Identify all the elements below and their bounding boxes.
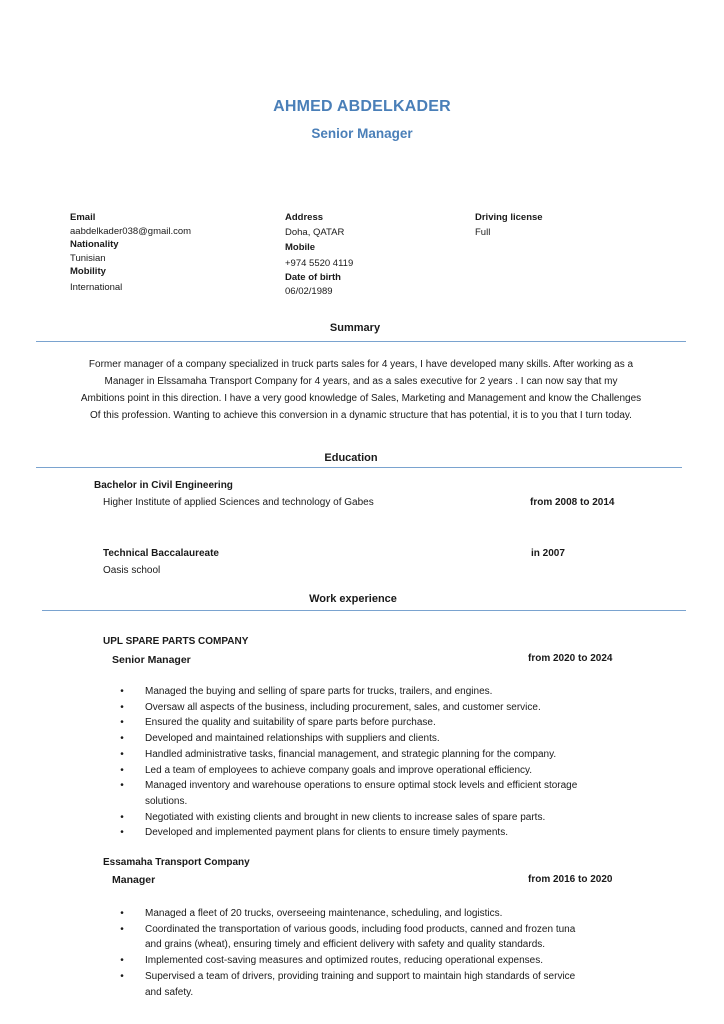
duty-text: Handled administrative tasks, financial management, and strategic planning for the company. [145,748,557,760]
duty-text: solutions. [145,795,188,807]
summary-heading: Summary [329,322,381,334]
duty-text: Managed a fleet of 20 trucks, overseeing maintenance, scheduling, and logistics. [145,908,503,919]
mobility-value: International [70,282,123,293]
job-dates: from 2016 to 2020 [528,874,613,885]
duty-text: Managed inventory and warehouse operations to ensure optimal stock levels and efficient storage [145,780,578,792]
duty-text: Supervised a team of drivers, providing training and support to maintain high standards of service [145,970,576,982]
bullet-icon: • [120,923,124,935]
list-item [117,953,637,969]
bullet-icon: • [120,701,124,713]
duty-text: Ensured the quality and suitability of spare parts before purchase. [145,717,436,729]
duty-text: Implemented cost-saving measures and optimized routes, reducing operational expenses. [145,955,543,967]
education-degree: Technical Baccalaureate [103,548,219,559]
license-value: Full [475,227,491,238]
bullet-icon: • [120,970,124,982]
mobility-label: Mobility [70,266,106,277]
mobile-label: Mobile [285,242,316,253]
education-divider [36,467,682,468]
candidate-title: Senior Manager [311,126,413,141]
nationality-label: Nationality [70,239,119,250]
job-company: Essamaha Transport Company [103,857,250,868]
list-item-continuation [117,937,637,953]
bullet-icon: • [120,811,124,823]
duty-text: Negotiated with existing clients and brought in new clients to increase sales of spare parts. [145,811,546,823]
list-item [117,922,637,938]
duty-text: Led a team of employees to achieve company goals and improve operational efficiency. [145,764,533,776]
summary-line: Manager in Elssamaha Transport Company for 4 years, and as a sales executive for 2 years . I can now say that my [104,376,618,387]
bullet-icon: • [120,827,124,839]
work-heading: Work experience [309,593,397,605]
summary-line: Of this profession. Wanting to achieve this conversion in a dynamic structure that has potential, it is to you that I turn today. [90,410,632,421]
duty-text: Managed the buying and selling of spare parts for trucks, trailers, and engines. [145,686,493,697]
bullet-icon: • [120,955,124,967]
email-label: Email [70,212,96,223]
bullet-icon: • [120,748,124,760]
address-label: Address [285,212,324,223]
list-item [117,747,637,763]
list-item-continuation [117,985,637,1001]
job-role: Manager [112,874,156,886]
summary-line: Former manager of a company specialized in truck parts sales for 4 years, I have developed many skills. After working as a [88,359,634,370]
list-item [117,825,637,841]
address-value: Doha, QATAR [285,227,345,238]
work-divider [42,610,686,611]
duty-text: and grains (wheat), ensuring timely and efficient delivery with safety and quality standards. [145,939,546,951]
bullet-icon: • [120,717,124,729]
job-company: UPL SPARE PARTS COMPANY [103,636,249,647]
duty-text: Coordinated the transportation of various goods, including food products, canned and frozen tuna [145,923,576,935]
list-item [117,810,637,826]
bullet-icon: • [120,908,124,919]
bullet-icon: • [120,686,124,697]
mobile-value: +974 5520 4119 [285,258,354,269]
dob-label: Date of birth [285,272,341,283]
job-duties-list [117,684,637,841]
summary-divider [36,341,686,342]
license-label: Driving license [475,212,543,223]
education-dates: from 2008 to 2014 [530,497,615,508]
bullet-icon: • [120,764,124,776]
job-dates: from 2020 to 2024 [528,653,613,664]
summary-line: Ambitions point in this direction. I have a very good knowledge of Sales, Marketing and Management and know the Challenges [80,393,642,404]
list-item-continuation [117,794,637,810]
list-item [117,969,637,985]
job-role: Senior Manager [112,654,191,666]
list-item [117,731,637,747]
duty-text: Developed and implemented payment plans for clients to ensure timely payments. [145,827,508,839]
education-school: Higher Institute of applied Sciences and technology of Gabes [103,497,374,508]
email-value: aabdelkader038@gmail.com [70,226,192,237]
education-school: Oasis school [103,565,161,576]
education-dates: in 2007 [531,548,565,559]
duty-text: and safety. [145,986,194,998]
education-degree: Bachelor in Civil Engineering [94,480,233,491]
education-heading: Education [324,452,378,464]
bullet-icon: • [120,780,124,792]
list-item [117,778,637,794]
dob-value: 06/02/1989 [285,286,333,294]
list-item [117,700,637,716]
list-item [117,906,637,922]
list-item [117,763,637,779]
summary-text [48,356,674,424]
bullet-icon: • [120,733,124,745]
candidate-name: AHMED ABDELKADER [273,98,451,115]
duty-text: Developed and maintained relationships with suppliers and clients. [145,733,440,745]
list-item [117,684,637,700]
list-item [117,715,637,731]
duty-text: Oversaw all aspects of the business, including procurement, sales, and customer service. [145,701,541,713]
job-duties-list [117,906,637,1000]
nationality-value: Tunisian [70,253,106,264]
